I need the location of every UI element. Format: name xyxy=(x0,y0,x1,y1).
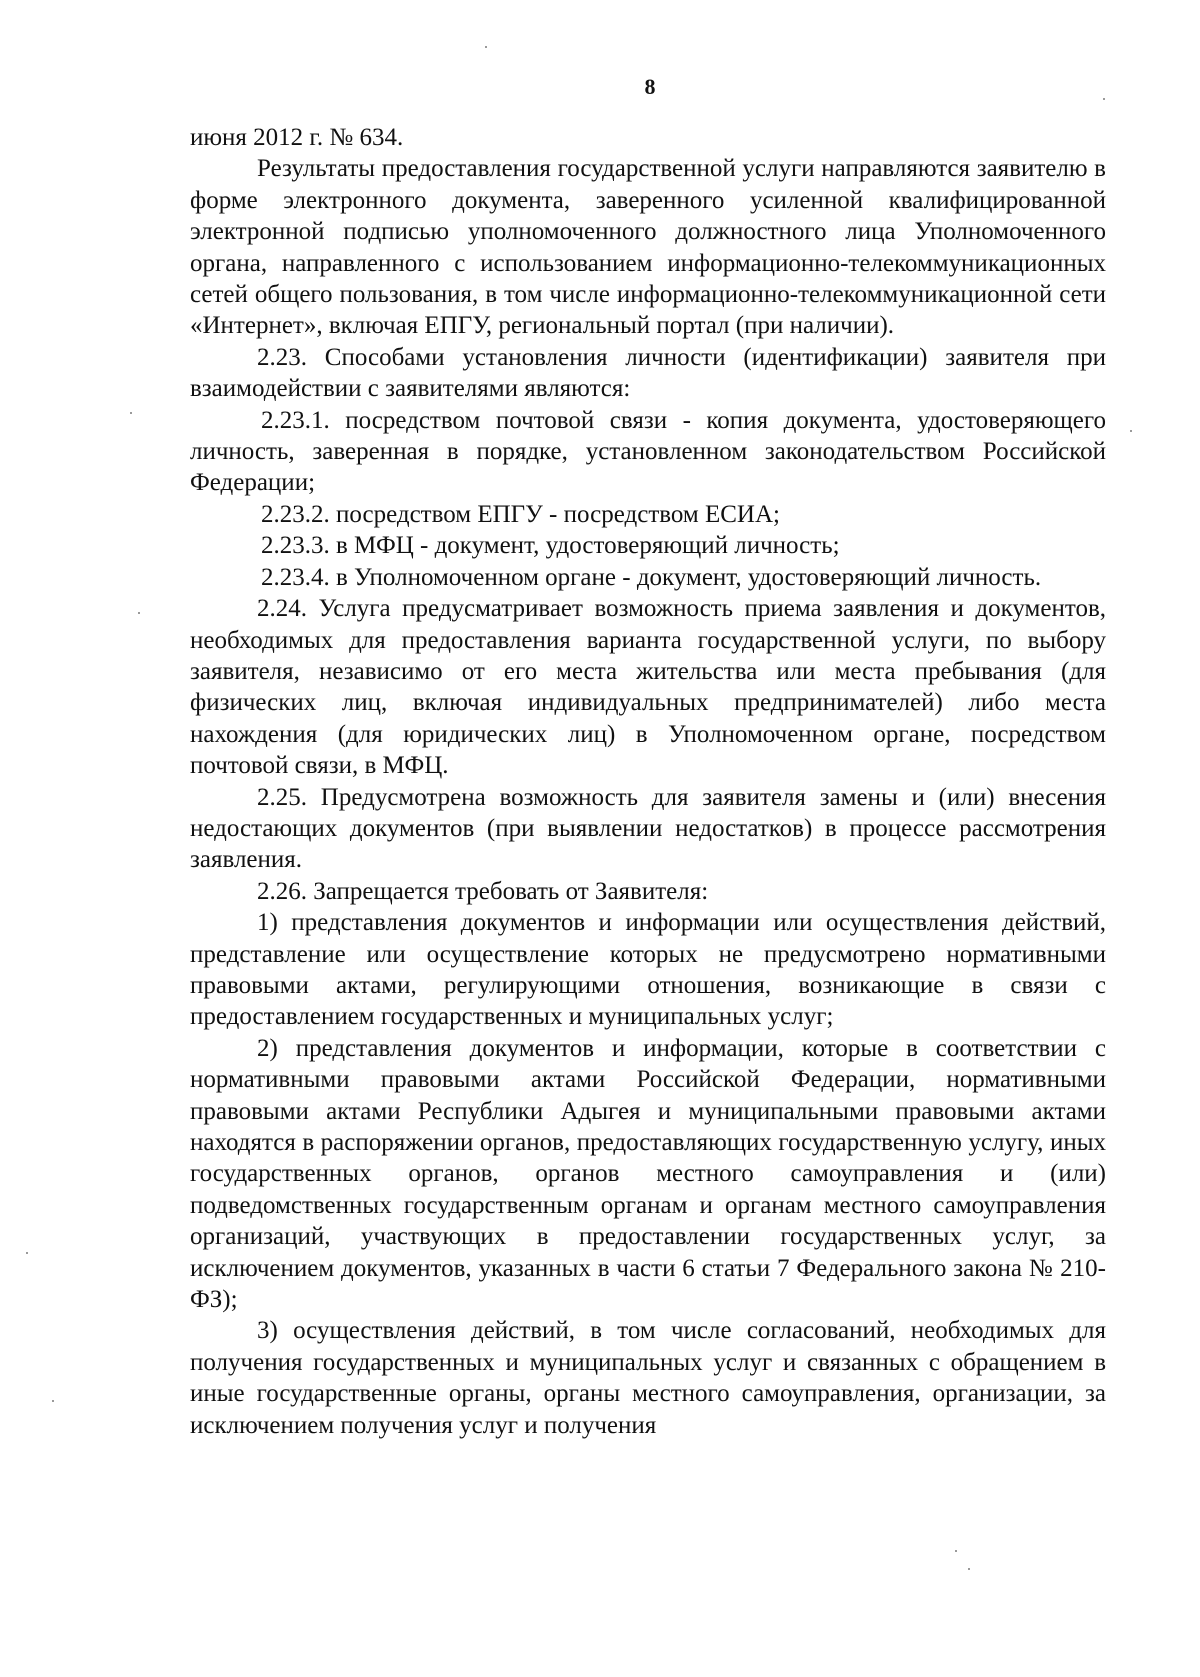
paragraph-2-23-1: 2.23.1. посредством почтовой связи - копия документа, удостоверяющего личность, заверенная в порядке, установленном законодательством Российской Федерации; xyxy=(190,406,1106,497)
scan-speck xyxy=(968,1568,970,1570)
list-item-3: 3) осуществления действий, в том числе согласований, необходимых для получения государственных и муниципальных услуг и связанных с обращением в иные государственные органы, органы местного самоуправления, организации, за исключением получения услуг и получения xyxy=(190,1317,1106,1439)
paragraph-2-24: 2.24. Услуга предусматривает возможность приема заявления и документов, необходимых для предоставления варианта государственной услуги, по выбору заявителя, независимо от его места жительства или места пребывания (для физических лиц, включая индивидуальных предпринимателей) либо места нахождения (для юридических лиц) в Уполномоченном органе, посредством почтовой связи, в МФЦ. xyxy=(190,595,1106,780)
list-item-2: 2) представления документов и информации, которые в соответствии с нормативными правовыми актами Российской Федерации, нормативными правовыми актами Республики Адыгея и муниципальными правовыми актами находятся в распоряжении органов, предоставляющих государственную услугу, иных государственных органов, органов местного самоуправления и (или) подведомственных государственным органам и органам местного самоуправления организаций, участвующих в предоставлении государственных услуг, за исключением документов, указанных в части 6 статьи 7 Федерального закона № 210-ФЗ); xyxy=(190,1034,1106,1314)
paragraph-2-23-3: 2.23.3. в МФЦ - документ, удостоверяющий личность; xyxy=(261,532,840,560)
document-body xyxy=(190,122,1106,1441)
scan-speck xyxy=(26,1252,28,1254)
paragraph-continuation: июня 2012 г. № 634. xyxy=(190,124,404,151)
scan-speck xyxy=(955,1550,957,1552)
scan-speck xyxy=(138,612,140,614)
paragraph-2-23: 2.23. Способами установления личности (идентификации) заявителя при взаимодействии с заявителями являются: xyxy=(190,343,1106,403)
scan-speck xyxy=(130,412,132,414)
scan-speck xyxy=(1130,430,1132,432)
paragraph-2-23-4: 2.23.4. в Уполномоченном органе - документ, удостоверяющий личность. xyxy=(261,563,1042,591)
list-item-1: 1) представления документов и информации или осуществления действий, представление или осуществление которых не предусмотрено нормативными правовыми актами, регулирующими отношения, возникающие в связи с предоставлением государственных и муниципальных услуг; xyxy=(190,909,1106,1031)
scan-speck xyxy=(485,46,487,48)
scan-speck xyxy=(1103,98,1105,100)
paragraph-2-23-2: 2.23.2. посредством ЕПГУ - посредством ЕСИА; xyxy=(261,500,780,528)
paragraph-2-25: 2.25. Предусмотрена возможность для заявителя замены и (или) внесения недостающих документов (при выявлении недостатков) в процессе рассмотрения заявления. xyxy=(190,783,1106,874)
page-number: 8 xyxy=(644,74,656,99)
scan-speck xyxy=(52,1400,54,1402)
paragraph-2-26: 2.26. Запрещается требовать от Заявителя: xyxy=(257,877,709,905)
paragraph-results: Результаты предоставления государственной услуги направляются заявителю в форме электронного документа, заверенного усиленной квалифицированной электронной подписью уполномоченного должностного лица Уполномоченного органа, направленного с использованием информационно-телекоммуникационных сетей общего пользования, в том числе информационно-телекоммуникационной сети «Интернет», включая ЕПГУ, региональный портал (при наличии). xyxy=(190,155,1106,340)
